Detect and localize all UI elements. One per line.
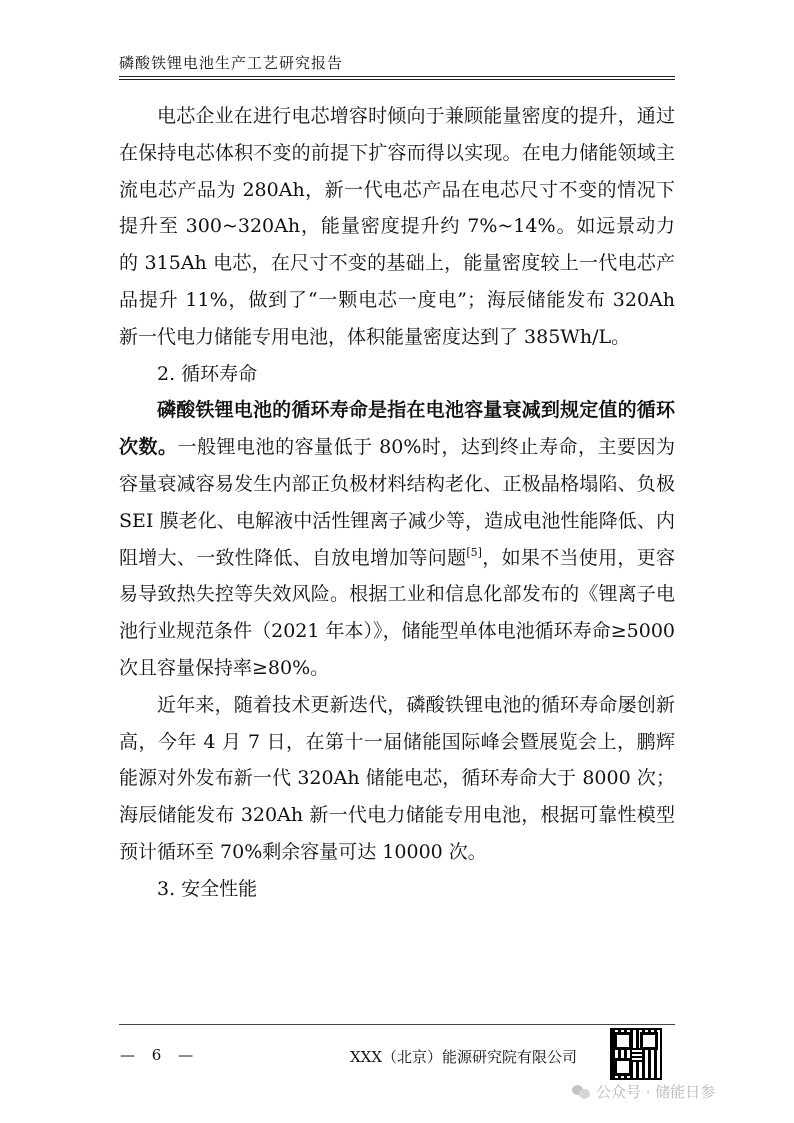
header-rule-thin [119, 79, 675, 80]
paragraph-cycle-life [119, 392, 675, 686]
header-rule [119, 76, 675, 77]
section-heading-safety: 3. 安全性能 [157, 877, 258, 900]
qr-code-image [610, 1028, 662, 1080]
paragraph-recent-progress: 近年来，随着技术更新迭代，磷酸铁锂电池的循环寿命屡创新高，今年 4 月 7 日，在第十一届储能国际峰会暨展览会上，鹏辉能源对外发布新一代 320Ah 储能电芯，循环寿命大于 8000 次；海辰储能发布 320Ah 新一代电力储能专用电池，根据可靠性模型预计循环至 70%剩余容量可达 10000 次。 [119, 693, 675, 863]
paragraph-capacity: 电芯企业在进行电芯增容时倾向于兼顾能量密度的提升，通过在保持电芯体积不变的前提下扩容而得以实现。在电力储能领域主流电芯产品为 280Ah，新一代电芯产品在电芯尺寸不变的情况下提升至 300~320Ah，能量密度提升约 7%~14%。如远景动力的 315Ah 电芯，在尺寸不变的基础上，能量密度较上一代电芯产品提升 11%，做到了“一颗电芯一度电”；海辰储能发布 320Ah 新一代电力储能专用电池，体积能量密度达到了 385Wh/L。 [119, 105, 675, 348]
paragraph-cycle-life-bold: 磷酸铁锂电池的循环寿命是指在电池容量衰减到规定值的循环次数。 [119, 399, 675, 459]
footer-rule [119, 1024, 675, 1025]
paragraph-cycle-life-text-b: ，如果不当使用，更容易导致热失控等失效风险。根据工业和信息化部发布的《锂离子电池行业规范条件（2021 年本）》，储能型单体电池循环寿命≥5000 次且容量保持率≥80%。 [119, 546, 675, 679]
watermark [572, 1080, 715, 1102]
citation-ref: [5] [466, 545, 482, 559]
page-number: — 6 — [120, 1046, 200, 1064]
page-header-title: 磷酸铁锂电池生产工艺研究报告 [119, 54, 344, 72]
paragraph-cycle-life-text-a: 一般锂电池的容量低于 80%时，达到终止寿命，主要因为容量衰减容易发生内部正负极材料结构老化、正极晶格塌陷、负极 SEI 膜老化、电解液中活性锂离子减少等，造成电池性能降低、内阻增大、一致性降低、自放电增加等问题 [119, 436, 675, 569]
watermark-text: 公众号 · 储能日参 [596, 1082, 716, 1101]
document-body [119, 98, 675, 908]
section-heading-cycle-life: 2. 循环寿命 [157, 362, 258, 385]
footer-organization: XXX（北京）能源研究院有限公司 [350, 1048, 578, 1066]
wechat-icon [572, 1083, 590, 1099]
qr-finder-pattern [614, 1058, 632, 1076]
qr-module-pattern [632, 1048, 642, 1062]
